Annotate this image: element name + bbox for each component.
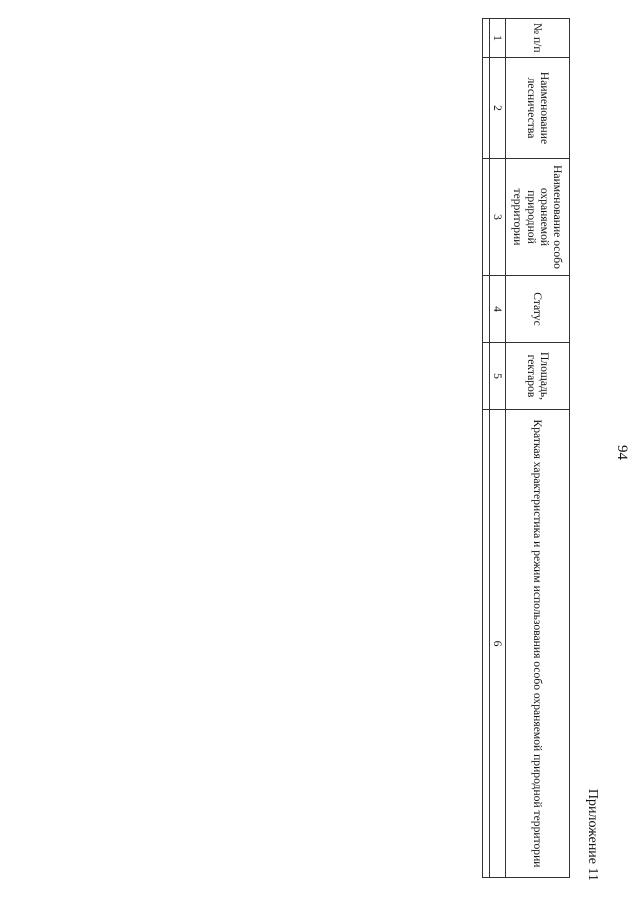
appendix-title: Приложение 11 (585, 788, 600, 881)
header-area: Площадь, гектаров (506, 343, 570, 410)
column-number: 6 (489, 410, 505, 878)
page-number: 94 (614, 445, 630, 460)
table-row (482, 19, 489, 878)
table-body (482, 19, 489, 878)
column-numbers-row (489, 19, 505, 878)
forestry-name (482, 58, 489, 159)
protected-areas-table (482, 18, 570, 878)
protected-area-name (482, 159, 489, 276)
column-number: 1 (489, 19, 505, 58)
header-num: № п/п (506, 19, 570, 58)
header-description: Краткая характеристика и режим использования особо охраняемой природной территории (506, 410, 570, 878)
table-header (489, 19, 569, 878)
protected-area-description (482, 410, 489, 878)
header-name: Наименование особо охраняемой природной территории (506, 159, 570, 276)
column-number: 5 (489, 343, 505, 410)
protected-area-size (482, 343, 489, 410)
column-number: 3 (489, 159, 505, 276)
column-number: 4 (489, 276, 505, 343)
header-row (506, 19, 570, 878)
column-number: 2 (489, 58, 505, 159)
protected-area-status (482, 276, 489, 343)
header-status: Статус (506, 276, 570, 343)
header-forestry: Наименование лесничества (506, 58, 570, 159)
table-container (30, 18, 570, 878)
row-number (482, 19, 489, 58)
